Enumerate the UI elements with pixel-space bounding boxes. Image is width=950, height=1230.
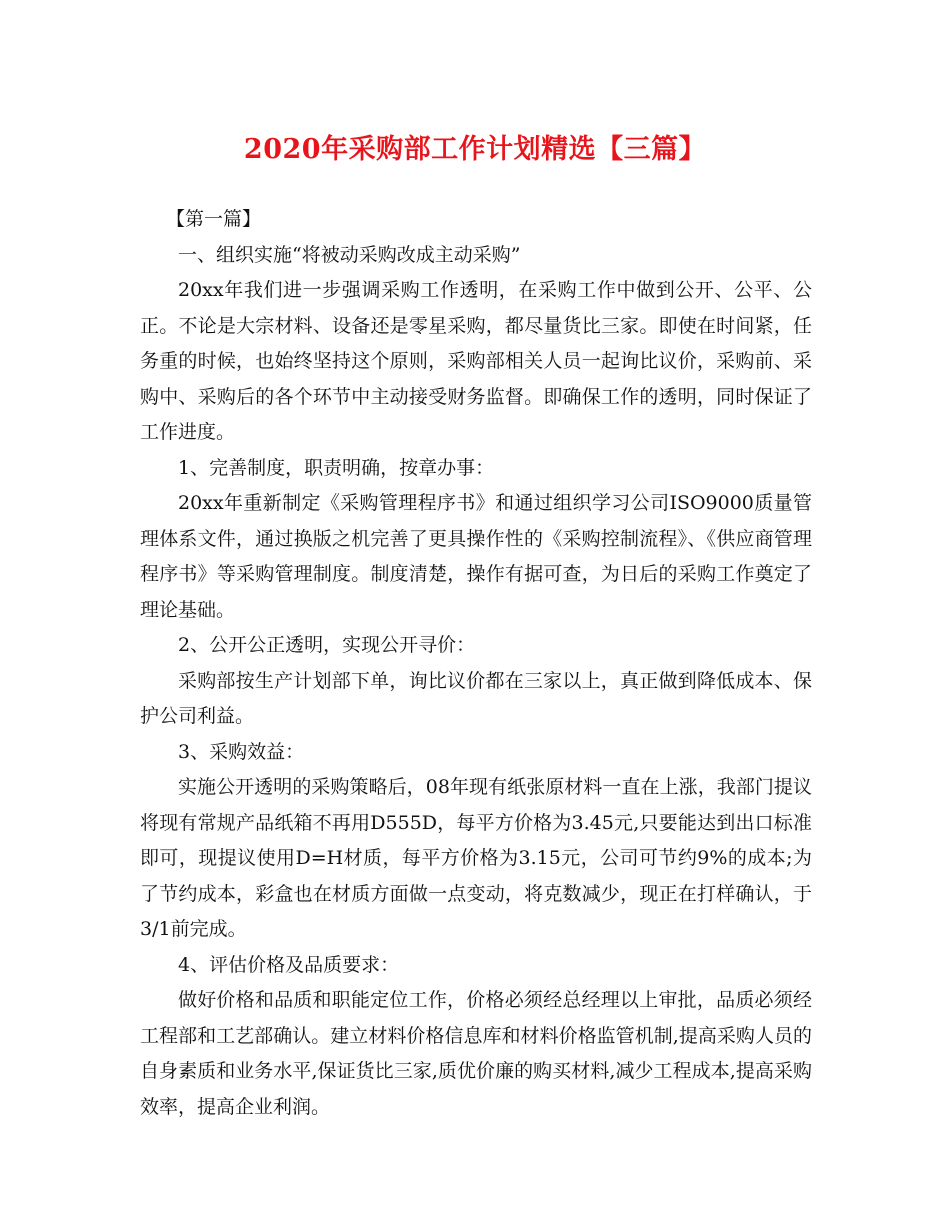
section-mark: 【第一篇】: [166, 208, 262, 230]
subheading-1: 1、完善制度，职责明确，按章办事：: [178, 456, 495, 479]
subheading-2: 2、公开公正透明，实现公开寻价：: [178, 634, 476, 656]
part-heading: 一、组织实施“将被动采购改成主动采购”: [178, 243, 521, 266]
document-title: 2020年采购部工作计划精选【三篇】: [243, 134, 707, 165]
document-body: [140, 202, 812, 1125]
subheading-3: 3、采购效益：: [178, 740, 305, 763]
paragraph-5: 做好价格和品质和职能定位工作，价格必须经总经理以上审批，品质必须经工程部和工艺部确认。建立材料价格信息库和材料价格监管机制,提高采购人员的自身素质和业务水平,保证货比三家,质优价廉的购买材料,减少工程成本,提高采购效率，提高企业利润。: [140, 989, 812, 1118]
paragraph-4: 实施公开透明的采购策略后，08年现有纸张原材料一直在上涨，我部门提议将现有常规产品纸箱不再用D555D，每平方价格为3.45元,只要能达到出口标准即可，现提议使用D=H材质，每平方价格为3.15元，公司可节约9%的成本;为了节约成本，彩盒也在材质方面做一点变动，将克数减少，现正在打样确认，于3/1前完成。: [140, 776, 812, 940]
paragraph-3: 采购部按生产计划部下单，询比议价都在三家以上，真正做到降低成本、保护公司利益。: [140, 669, 812, 727]
paragraph-1: 20xx年我们进一步强调采购工作透明，在采购工作中做到公开、公平、公正。不论是大宗材料、设备还是零星采购，都尽量货比三家。即使在时间紧，任务重的时候，也始终坚持这个原则，采购部相关人员一起询比议价，采购前、采购中、采购后的各个环节中主动接受财务监督。即确保工作的透明，同时保证了工作进度。: [140, 279, 812, 443]
paragraph-2: 20xx年重新制定《采购管理程序书》和通过组织学习公司ISO9000质量管理体系文件，通过换版之机完善了更具操作性的《采购控制流程》、《供应商管理程序书》等采购管理制度。制度清楚，操作有据可查，为日后的采购工作奠定了理论基础。: [140, 492, 812, 621]
subheading-4: 4、评估价格及品质要求：: [178, 953, 400, 976]
